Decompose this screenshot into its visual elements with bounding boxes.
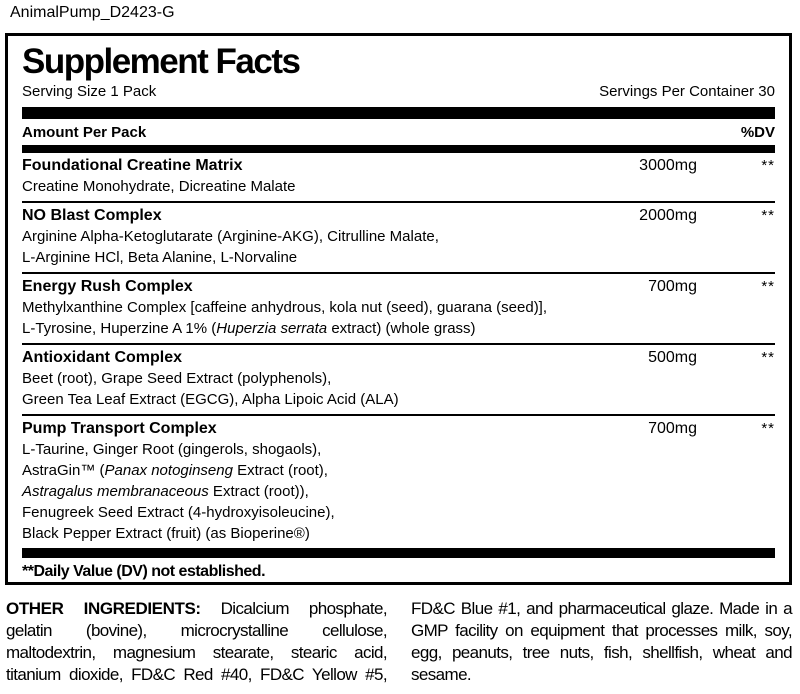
daily-value-footnote: **Daily Value (DV) not established. (22, 563, 266, 580)
panel-title: Supplement Facts (22, 42, 300, 81)
complex-amount: 700mg (648, 420, 697, 437)
other-ingredients-line (411, 664, 792, 686)
text-segment: Green Tea Leaf Extract (EGCG), Alpha Lipoic Acid (ALA) (22, 391, 399, 408)
ingredient-line (22, 247, 775, 268)
text-segment: egg, peanuts, tree nuts, fish, shellfish, wheat and (411, 643, 792, 662)
ingredient-line (22, 226, 775, 247)
complex-dv: ** (761, 207, 775, 224)
text-segment: Fenugreek Seed Extract (4-hydroxyisoleucine), (22, 504, 335, 521)
text-segment: maltodextrin, magnesium stearate, stearic acid, (6, 643, 387, 662)
complex-header (22, 419, 775, 439)
complex-header (22, 348, 775, 368)
ingredient-line (22, 389, 775, 410)
other-ingredients-line (6, 642, 387, 664)
serving-info-row (22, 82, 775, 101)
text-segment: Methylxanthine Complex [caffeine anhydrous, kola nut (seed), guarana (seed)], (22, 299, 548, 316)
complex-name: Antioxidant Complex (22, 349, 183, 366)
text-segment: Arginine Alpha-Ketoglutarate (Arginine-AKG), Citrulline Malate, (22, 228, 439, 245)
complex-ingredient-lines (22, 226, 775, 268)
text-segment: L-Tyrosine, Huperzine A 1% ( (22, 320, 217, 337)
column-header-row (22, 119, 775, 145)
complex-amount: 500mg (648, 349, 697, 366)
ingredient-line (22, 318, 775, 339)
ingredient-line (22, 297, 775, 318)
complex-dv: ** (761, 157, 775, 174)
complex-name: NO Blast Complex (22, 207, 162, 224)
complex-amount: 3000mg (639, 157, 697, 174)
text-segment: Beet (root), Grape Seed Extract (polyphenols), (22, 370, 332, 387)
other-ingredients-line (6, 620, 387, 642)
text-segment: Astragalus membranaceous (22, 483, 209, 500)
thick-divider-bar (22, 107, 775, 119)
ingredient-line (22, 368, 775, 389)
other-ingredients-line (411, 642, 792, 664)
complex-dv: ** (761, 278, 775, 295)
complex-dv: ** (761, 420, 775, 437)
document-title: AnimalPump_D2423-G (10, 4, 175, 21)
text-segment: OTHER INGREDIENTS: (6, 599, 201, 618)
ingredient-line (22, 481, 775, 502)
text-segment: GMP facility on equipment that processes milk, soy, (411, 621, 792, 640)
serving-size-text: Serving Size 1 Pack (22, 83, 157, 100)
complex-amount: 700mg (648, 278, 697, 295)
complex-ingredient-lines (22, 368, 775, 410)
ingredient-row (22, 343, 775, 414)
complex-header (22, 206, 775, 226)
other-ingredients-line (411, 620, 792, 642)
amount-per-pack-header: Amount Per Pack (22, 124, 147, 141)
ingredient-line (22, 176, 775, 197)
text-segment: Creatine Monohydrate, Dicreatine Malate (22, 178, 296, 195)
text-segment: extract) (whole grass) (327, 320, 476, 337)
ingredient-line (22, 523, 775, 544)
text-segment: Panax notoginseng (104, 462, 233, 479)
other-ingredients-section (6, 598, 792, 686)
ingredient-row (22, 414, 775, 548)
supplement-facts-panel (5, 33, 792, 585)
complex-name: Foundational Creatine Matrix (22, 157, 243, 174)
text-segment: titanium dioxide, FD&C Red #40, FD&C Yellow #5, (6, 665, 387, 684)
text-segment: sesame. (411, 665, 472, 684)
text-segment: FD&C Blue #1, and pharmaceutical glaze. Made in a (411, 599, 792, 618)
footnote-divider-bar (22, 548, 775, 558)
servings-per-container-text: Servings Per Container 30 (599, 83, 775, 100)
complex-ingredient-lines (22, 176, 775, 197)
ingredient-row (22, 201, 775, 272)
complex-name: Pump Transport Complex (22, 420, 217, 437)
text-segment: Huperzia serrata (216, 320, 328, 337)
complex-dv: ** (761, 349, 775, 366)
other-ingredients-column-right (411, 598, 792, 686)
text-segment: Extract (root)), (208, 483, 309, 500)
complex-name: Energy Rush Complex (22, 278, 193, 295)
text-segment: L-Arginine HCl, Beta Alanine, L-Norvaline (22, 249, 298, 266)
complex-ingredient-lines (22, 297, 775, 339)
other-ingredients-line (411, 598, 792, 620)
other-ingredients-line (6, 664, 387, 686)
ingredient-row (22, 272, 775, 343)
percent-dv-header: %DV (740, 124, 775, 141)
text-segment: gelatin (bovine), microcrystalline cellulose, (6, 621, 387, 640)
ingredient-line (22, 460, 775, 481)
ingredient-row (22, 153, 775, 201)
text-segment: Black Pepper Extract (fruit) (as Bioperine®) (22, 525, 310, 542)
text-segment: L-Taurine, Ginger Root (gingerols, shogaols), (22, 441, 322, 458)
complex-ingredient-lines (22, 439, 775, 544)
medium-divider-bar (22, 145, 775, 153)
other-ingredients-column-left (6, 598, 387, 686)
complex-header (22, 277, 775, 297)
other-ingredients-line (6, 598, 387, 620)
ingredient-line (22, 439, 775, 460)
ingredient-rows (22, 153, 775, 548)
ingredient-line (22, 502, 775, 523)
text-segment: AstraGin™ ( (22, 462, 105, 479)
text-segment: Extract (root), (232, 462, 328, 479)
text-segment: Dicalcium phosphate, (200, 599, 387, 618)
complex-header (22, 156, 775, 176)
complex-amount: 2000mg (639, 207, 697, 224)
